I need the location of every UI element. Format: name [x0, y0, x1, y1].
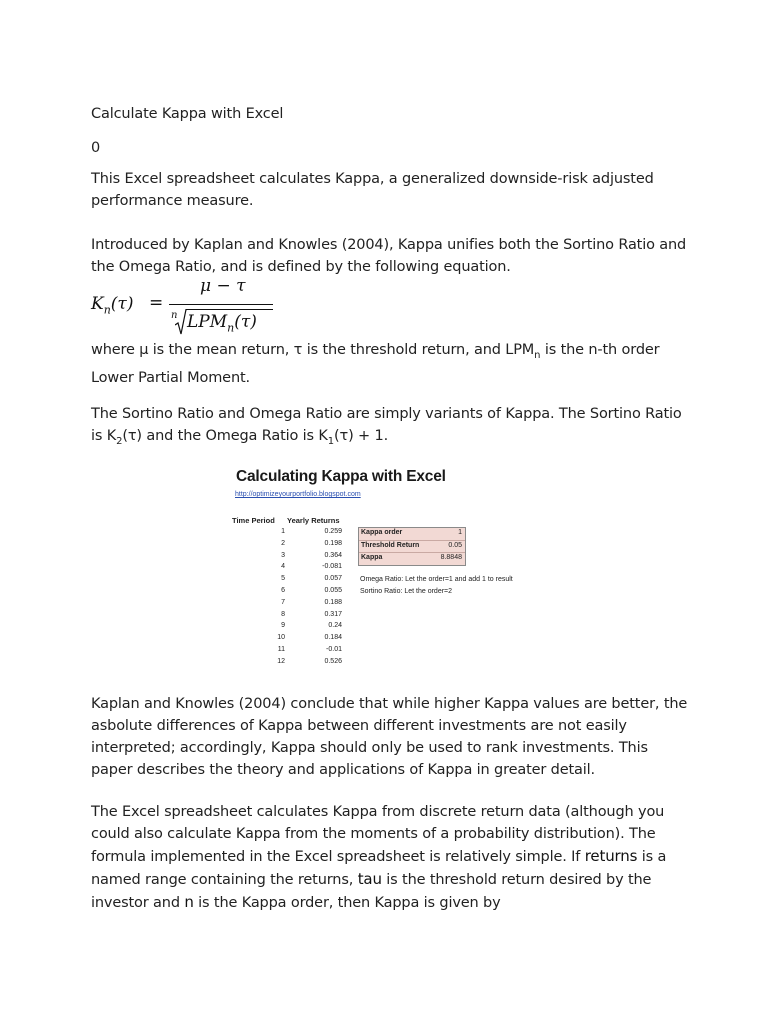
spreadsheet-line-4-a: named range containing the returns,	[91, 872, 358, 888]
return-cell: 0.526	[324, 657, 342, 665]
equation-denominator	[187, 312, 257, 334]
document-title	[91, 103, 691, 125]
variants-line-2	[91, 425, 691, 453]
spreadsheet-line-5-a: investor and	[91, 895, 185, 911]
header-time-period: Time Period	[232, 516, 275, 525]
denominator-main: LPM	[187, 312, 228, 332]
definition-line-2: the Omega Ratio, and is defined by the following equation.	[91, 259, 511, 275]
period-cell: 11	[277, 645, 285, 653]
conclusion-line-4: paper describes the theory and applications of Kappa in greater detail.	[91, 762, 595, 778]
return-cell: 0.057	[324, 575, 342, 583]
intro-line-1: This Excel spreadsheet calculates Kappa, a generalized downside-risk adjusted	[91, 171, 654, 187]
kappa-order-row	[359, 528, 465, 541]
where-line-1	[91, 339, 691, 367]
excel-title: Calculating Kappa with Excel	[236, 468, 446, 485]
equation-root-index: n	[171, 310, 178, 321]
table-row	[232, 622, 347, 634]
conclusion-line-3: interpreted; accordingly, Kappa should only be used to rank investments. This	[91, 740, 648, 756]
returns-table	[232, 528, 347, 670]
period-cell: 9	[281, 622, 285, 630]
period-cell: 3	[281, 551, 285, 559]
return-cell: -0.01	[326, 645, 342, 653]
table-row	[232, 552, 347, 564]
where-line-1-sub: n	[534, 349, 541, 361]
variants-line-2-c: (τ) + 1.	[334, 428, 389, 444]
table-row	[232, 634, 347, 646]
intro-paragraph	[91, 168, 691, 212]
equation-k: K	[91, 294, 104, 314]
kappa-result-label: Kappa	[361, 554, 383, 561]
period-cell: 1	[281, 528, 285, 535]
variants-line-2-b: (τ) and the Omega Ratio is K	[122, 428, 328, 444]
table-row	[232, 587, 347, 599]
keyword-tau: tau	[357, 870, 382, 888]
variants-paragraph	[91, 403, 691, 453]
threshold-return-value[interactable]: 0.05	[448, 541, 462, 549]
where-paragraph	[91, 339, 691, 389]
spreadsheet-line-2: could also calculate Kappa from the moments of a probability distribution). The	[91, 826, 656, 842]
radical-icon	[175, 309, 187, 335]
equation-numerator: μ − τ	[200, 276, 246, 296]
spreadsheet-line-5-b: is the Kappa order, then Kappa is given by	[193, 895, 501, 911]
equation-lhs	[91, 294, 133, 316]
table-row	[232, 575, 347, 587]
conclusion-line-1: Kaplan and Knowles (2004) conclude that while higher Kappa values are better, the	[91, 696, 688, 712]
return-cell: 0.055	[324, 586, 342, 594]
table-row	[232, 528, 347, 540]
threshold-return-row	[359, 541, 465, 554]
header-yearly-returns: Yearly Returns	[287, 516, 340, 525]
variants-line-1: The Sortino Ratio and Omega Ratio are simply variants of Kappa. The Sortino Ratio	[91, 406, 682, 422]
spreadsheet-line-1: The Excel spreadsheet calculates Kappa from discrete return data (although you	[91, 804, 665, 820]
denominator-arg: (τ)	[234, 312, 257, 332]
variants-sub-1: 2	[116, 435, 123, 447]
equation-k-arg: (τ)	[110, 294, 134, 314]
excel-link[interactable]: http://optimizeyourportfolio.blogspot.com	[235, 491, 361, 498]
where-line-1-b: is the n-th order	[540, 342, 660, 358]
return-cell: -0.081	[322, 563, 342, 571]
variants-sub-2: 1	[327, 435, 334, 447]
equation-fraction-bar	[169, 304, 273, 305]
title-text: Calculate Kappa with Excel	[91, 106, 284, 122]
spreadsheet-line-3-a: formula implemented in the Excel spreadsheet is relatively simple. If	[91, 849, 585, 865]
kappa-input-box	[358, 527, 466, 566]
spreadsheet-line-3	[91, 845, 691, 868]
spreadsheet-line-3-b: is a	[637, 849, 667, 865]
intro-line-2: performance measure.	[91, 193, 254, 209]
period-cell: 2	[281, 539, 285, 547]
counter	[91, 137, 691, 159]
equation-equals: =	[149, 293, 164, 313]
equation-vinculum	[187, 309, 273, 310]
excel-screenshot	[232, 464, 532, 676]
conclusion-paragraph	[91, 693, 691, 781]
kappa-order-label: Kappa order	[361, 529, 403, 536]
period-cell: 5	[281, 575, 285, 583]
period-cell: 12	[277, 657, 285, 665]
counter-text: 0	[91, 140, 101, 156]
where-line-2: Lower Partial Moment.	[91, 369, 250, 386]
period-cell: 8	[281, 610, 285, 618]
return-cell: 0.198	[324, 539, 342, 547]
where-line-1-a: where μ is the mean return, τ is the threshold return, and LPM	[91, 342, 535, 358]
table-row	[232, 611, 347, 623]
spreadsheet-paragraph	[91, 801, 691, 914]
table-row	[232, 646, 347, 658]
table-row	[232, 563, 347, 575]
return-cell: 0.259	[324, 528, 342, 535]
definition-line-1: Introduced by Kaplan and Knowles (2004), Kappa unifies both the Sortino Ratio and	[91, 237, 687, 253]
sortino-note: Sortino Ratio: Let the order=2	[360, 588, 453, 595]
conclusion-line-2: asbolute differences of Kappa between different investments are not easily	[91, 718, 627, 734]
spreadsheet-line-4	[91, 868, 691, 891]
keyword-n: n	[184, 893, 194, 911]
keyword-returns: returns	[584, 847, 638, 865]
return-cell: 0.364	[324, 551, 342, 559]
return-cell: 0.24	[328, 622, 342, 630]
table-row	[232, 599, 347, 611]
table-row	[232, 540, 347, 552]
threshold-return-label: Threshold Return	[361, 541, 420, 549]
table-row	[232, 658, 347, 670]
period-cell: 4	[281, 563, 285, 571]
period-cell: 6	[281, 586, 285, 594]
spreadsheet-line-5	[91, 891, 691, 914]
return-cell: 0.188	[324, 598, 342, 606]
period-cell: 7	[281, 598, 285, 606]
return-cell: 0.317	[324, 610, 342, 618]
denominator-sub: n	[227, 321, 235, 335]
period-cell: 10	[277, 634, 285, 642]
return-cell: 0.184	[324, 634, 342, 642]
definition-paragraph	[91, 234, 691, 278]
variants-line-2-a: is K	[91, 428, 117, 444]
kappa-result-row	[359, 553, 465, 565]
kappa-result-value: 8.8848	[440, 554, 462, 561]
kappa-order-value[interactable]: 1	[458, 529, 462, 536]
omega-note: Omega Ratio: Let the order=1 and add 1 to result	[360, 576, 513, 583]
kappa-equation	[91, 276, 291, 340]
equation-k-sub: n	[103, 303, 111, 317]
spreadsheet-line-4-b: is the threshold return desired by the	[381, 872, 652, 888]
